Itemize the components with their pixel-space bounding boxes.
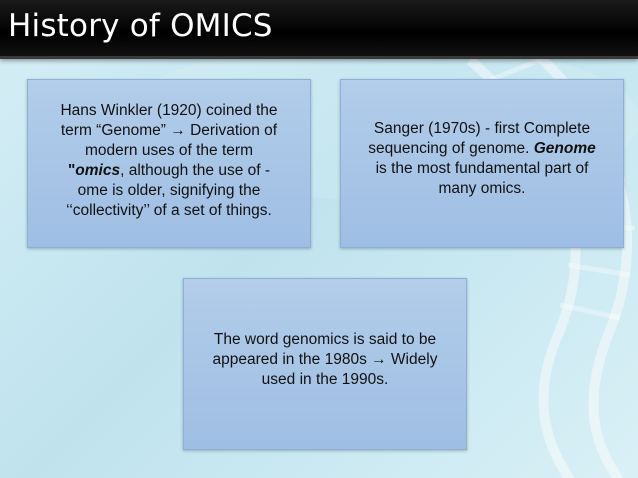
box1-line5: ome is older, signifying the [77,181,261,199]
winkler-genome-text [60,101,277,221]
box1-line2b: Derivation of [185,121,278,139]
box2-line1: Sanger (1970s) - first Complete [373,119,591,137]
box1-line3: modern uses of the term [84,141,253,159]
box1-line2a: term “Genome” [60,121,171,139]
winkler-genome-box [27,79,311,248]
box1-line1: Hans Winkler (1920) coined the [60,101,278,119]
box2-line4: many omics. [438,179,526,197]
box2-line2a: sequencing of genome. [368,139,534,157]
genome-term: Genome [533,139,596,157]
box3-line1: The word genomics is said to be [213,331,437,348]
box3-line2b: Widely [386,351,438,368]
box1-line4b: , although the use of - [120,161,271,179]
box3-line2a: appeared in the 1980s [212,351,372,368]
box1-quote-open: " [67,161,76,179]
sanger-sequencing-box [340,79,624,248]
box3-line3: used in the 1990s. [261,371,389,388]
omics-term: omics [75,161,121,179]
box1-line6: ‘‘collectivity’’ of a set of things. [66,201,272,219]
sanger-sequencing-text [368,119,595,199]
right-arrow-icon: → [170,121,186,139]
genomics-word-text [213,330,438,390]
right-arrow-icon: → [371,351,387,368]
title-bar [0,0,638,59]
genomics-word-box [183,278,467,450]
slide-title: History of OMICS [8,8,273,44]
box2-line3: is the most fundamental part of [375,159,589,177]
